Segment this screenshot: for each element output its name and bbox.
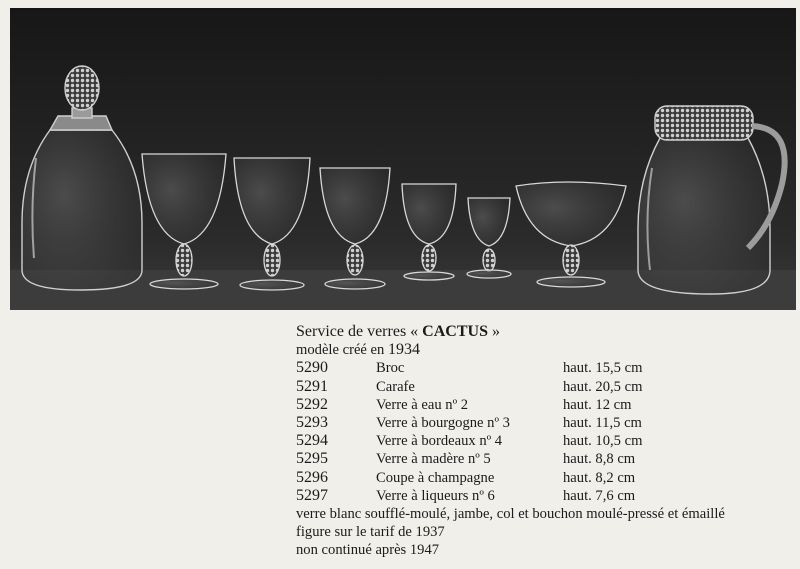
item-row: [296, 396, 800, 414]
item-name: Verre à eau nº 2: [376, 396, 469, 413]
glassware-illustration: [10, 8, 796, 310]
item-height: haut. 8,2 cm: [563, 469, 636, 486]
item-name: Verre à liqueurs nº 6: [376, 487, 495, 504]
item-name: Verre à madère nº 5: [376, 451, 491, 468]
item-name: Carafe: [376, 378, 415, 395]
item-list: [296, 359, 800, 505]
note-material: verre blanc soufflé-moulé, jambe, col et bouchon moulé-pressé et émaillé: [296, 505, 725, 522]
item-height: haut. 12 cm: [563, 396, 632, 413]
item-ref: 5292: [296, 395, 328, 413]
item-height: haut. 11,5 cm: [563, 414, 642, 431]
item-name: Verre à bourgogne nº 3: [376, 414, 510, 431]
item-ref: 5296: [296, 468, 328, 486]
item-row: [296, 487, 800, 505]
catalog-caption: [296, 323, 800, 559]
model-line: [296, 341, 800, 359]
item-ref: 5290: [296, 359, 328, 377]
item-ref: 5291: [296, 377, 328, 395]
item-height: haut. 7,6 cm: [563, 487, 636, 504]
item-name: Verre à bordeaux nº 4: [376, 433, 503, 450]
title-prefix: Service de verres «: [296, 323, 419, 340]
item-ref: 5295: [296, 450, 328, 468]
item-height: haut. 20,5 cm: [563, 378, 643, 395]
title-name: CACTUS: [422, 323, 488, 340]
item-name: Coupe à champagne: [376, 469, 495, 486]
note-tariff: figure sur le tarif de 1937: [296, 524, 445, 541]
item-row: [296, 414, 800, 432]
item-height: haut. 10,5 cm: [563, 433, 643, 450]
item-ref: 5294: [296, 432, 328, 450]
item-row: [296, 378, 800, 396]
glassware-photo: [10, 8, 796, 310]
item-row: [296, 469, 800, 487]
note-discontinued: non continué après 1947: [296, 542, 440, 559]
model-prefix: modèle créé en: [296, 342, 385, 359]
item-row: [296, 450, 800, 468]
item-name: Broc: [376, 360, 405, 377]
model-year: 1934: [387, 341, 420, 359]
item-height: haut. 15,5 cm: [563, 360, 643, 377]
title-suffix: »: [491, 323, 500, 340]
item-ref: 5293: [296, 413, 328, 431]
item-ref: 5297: [296, 486, 328, 504]
item-row: [296, 359, 800, 377]
item-row: [296, 432, 800, 450]
caption-title: [296, 323, 800, 341]
item-height: haut. 8,8 cm: [563, 451, 636, 468]
